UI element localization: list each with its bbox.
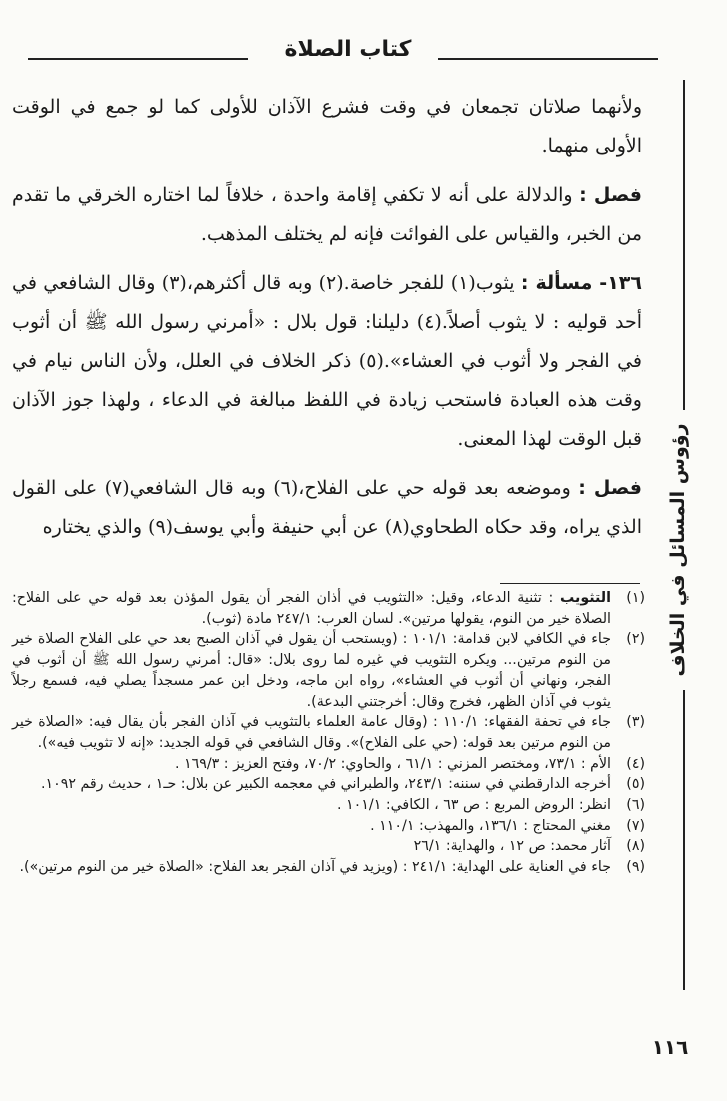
paragraph-label: فصل : bbox=[579, 184, 642, 206]
footnote-number: (٧) bbox=[626, 817, 645, 834]
footnote-separator bbox=[500, 583, 640, 584]
footnote-number: (٥) bbox=[626, 776, 645, 793]
footnote-text: انظر: الروض المربع : ص ٦٣ ، الكافي: ١٠١/١ . bbox=[337, 797, 611, 814]
footnote-body bbox=[12, 857, 611, 878]
footnote-body bbox=[12, 629, 611, 712]
footnote-body bbox=[12, 712, 611, 753]
footnotes bbox=[12, 588, 645, 878]
footnote-text: الأم : ٧٣/١، ومختصر المزني : ٦١/١ ، والحاوي: ٧٠/٢، وفتح العزيز : ١٦٩/٣ . bbox=[174, 755, 611, 772]
footnote-number: (٨) bbox=[626, 838, 645, 855]
footnote bbox=[12, 795, 645, 816]
paragraph-label: ١٣٦- مسألة : bbox=[520, 272, 642, 294]
paragraph-text: وموضعه بعد قوله حي على الفلاح،(٦) وبه قال الشافعي(٧) على القول الذي يراه، وقد حكاه الطحاوي(٨) عن أبي حنيفة وأبي يوسف(٩) والذي يختاره bbox=[12, 477, 642, 538]
footnote bbox=[12, 754, 645, 775]
side-rule-bottom bbox=[683, 690, 685, 990]
paragraph-text: يثوب(١) للفجر خاصة.(٢) وبه قال أكثرهم،(٣) وقال الشافعي في أحد قوليه : لا يثوب أصلاً.(٤) دليلنا: قول بلال : «أمرني رسول الله ﷺ أن أثوب في الفجر ولا أثوب في العشاء».(٥) ذكر الخلاف في العلل، ولأن الناس نيام في وقت هذه العبادة فاستحب زيادة في اللفظ مبالغة في الدعاء ، ولهذا جوز الآذان قبل الوقت لهذا المعنى. bbox=[12, 272, 642, 450]
footnote-body bbox=[12, 774, 611, 795]
side-book-title bbox=[658, 423, 698, 677]
footnote bbox=[12, 774, 645, 795]
footnote-text: جاء في الكافي لابن قدامة: ١٠١/١ : (ويستحب أن يقول في آذان الصبح بعد حي على الفلاح الصلاة خير من النوم مرتين... ويكره التثويب في غيره لما روى بلال: «قال: أمرني رسول الله ﷺ أن أثوب في الفجر، ونهاني أن أثوب في العشاء»، رواه ابن ماجه، ودخل ابن عمر مسجداً يصلي فيه، فسمع رجلاً يثوب في آذان الظهر، فخرج وقال: أخرجتني البدعة). bbox=[12, 631, 611, 710]
footnote-body bbox=[12, 754, 611, 775]
chapter-title: كتاب الصلاة bbox=[284, 37, 412, 62]
footnote-text: أخرجه الدارقطني في سننه: ٢٤٣/١، والطبراني في معجمه الكبير عن بلال: حـ١ ، حديث رقم ١٠٩٢. bbox=[40, 776, 611, 793]
footnote bbox=[12, 629, 645, 712]
footnote-number: (١) bbox=[626, 590, 645, 606]
header-rule-left bbox=[28, 58, 248, 60]
footnote-number: (٣) bbox=[626, 714, 645, 731]
paragraph-text: ولأنهما صلاتان تجمعان في وقت فشرع الآذان للأولى كما لو جمع في الوقت الأولى منهما. bbox=[12, 96, 642, 157]
footnote-number: (٤) bbox=[626, 755, 645, 772]
paragraph bbox=[12, 176, 642, 254]
footnote-text: مغني المحتاج : ١٣٦/١، والمهذب: ١١٠/١ . bbox=[370, 817, 611, 834]
footnote-text: آثار محمد: ص ١٢ ، والهداية: ٢٦/١ bbox=[413, 838, 611, 855]
footnote-body bbox=[12, 795, 611, 816]
paragraph bbox=[12, 264, 642, 459]
header-rule-right bbox=[438, 58, 658, 60]
running-header bbox=[28, 36, 658, 70]
footnote-body bbox=[12, 836, 611, 857]
footnote bbox=[12, 836, 645, 857]
footnote-number: (٩) bbox=[626, 859, 645, 876]
footnote-label: التثويب bbox=[559, 590, 611, 606]
footnote-number: (٦) bbox=[626, 797, 645, 814]
footnote-body bbox=[12, 816, 611, 837]
paragraph-text: والدلالة على أنه لا تكفي إقامة واحدة ، خلافاً لما اختاره الخرقي ما تقدم من الخبر، والقياس على الفوائت فإنه لم يختلف المذهب. bbox=[12, 184, 642, 245]
side-rule-top bbox=[683, 80, 685, 410]
footnote bbox=[12, 857, 645, 878]
paragraph bbox=[12, 469, 642, 547]
footnote bbox=[12, 588, 645, 629]
footnote-text: جاء في العناية على الهداية: ٢٤١/١ : (ويزيد في آذان الفجر بعد الفلاح: «الصلاة خير من النوم مرتين»). bbox=[19, 859, 611, 876]
paragraph-label: فصل : bbox=[578, 477, 642, 499]
side-book-title-text: رؤوس المسائل في الخلاف bbox=[667, 423, 689, 677]
footnote-text: : تثنية الدعاء، وقيل: «التثويب في أذان الفجر أن يقول المؤذن بعد قوله حي على الفلاح: الصلاة خير من النوم، يقولها مرتين». لسان العرب: ٢٤٧/١ مادة (ثوب). bbox=[12, 590, 611, 627]
paragraph bbox=[12, 88, 642, 166]
footnote bbox=[12, 816, 645, 837]
main-text bbox=[12, 88, 642, 557]
footnote-text: جاء في تحفة الفقهاء: ١١٠/١ : (وقال عامة العلماء بالتثويب في آذان الفجر بأن يقال فيه: «الصلاة خير من النوم مرتين بعد قوله: (حي على الفلاح)». وقال الشافعي في قوله الجديد: «إنه لا تثويب فيه»). bbox=[12, 714, 611, 751]
footnote-number: (٢) bbox=[626, 631, 645, 648]
footnote-body bbox=[12, 588, 611, 629]
footnote bbox=[12, 712, 645, 753]
page-number: ١١٦ bbox=[651, 1035, 689, 1059]
